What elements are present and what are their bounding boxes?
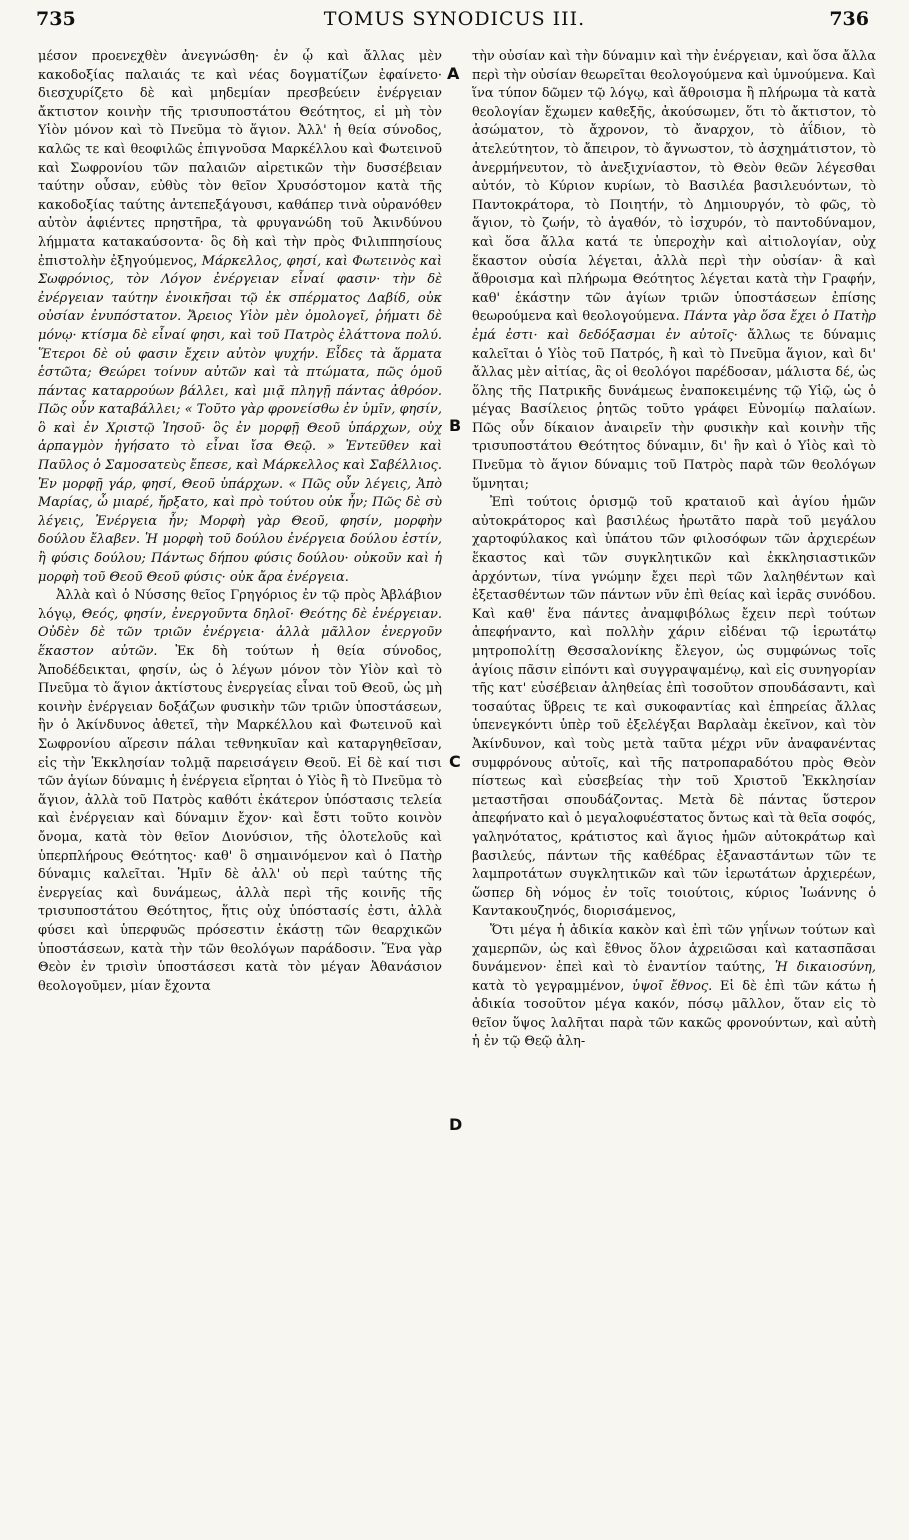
left-p2-text: Ἀλλὰ καὶ ὁ Νύσσης θεῖος Γρηγόριος ἐν τῷ πρὸς Ἀβλάβιον λόγῳ,	[38, 588, 442, 622]
left-paragraph-1	[38, 48, 442, 587]
running-title: TOMUS SYNODICUS III.	[323, 8, 586, 30]
left-p2-continuation: Ἐκ δὴ τούτων ἡ θεία σύνοδος, Ἀποδέδεικται, φησίν, ὡς ὁ λέγων μόνον τὸν Υἱὸν καὶ τὸ Πνεῦμα τὸ ἅγιον ἀκτίστους ἐνεργείας εἶναι τοῦ Θεοῦ, ὡς μὴ κοινὴν ἐνέργειαν δοξάζων φυσικὴν τῶν τριῶν ὑποστάσεων, ἣν ὁ Ἀκίνδυνος ἀθετεῖ, τὴν Μαρκέλλου καὶ Φωτεινοῦ καὶ Σωφρονίου αἵρεσιν πάλαι τεθνηκυῖαν καὶ καταργηθεῖσαν, εἰς τὴν Ἐκκλησίαν τολμᾷ παρεισάγειν Θεοῦ. Εἰ δὲ καί τισι τῶν ἁγίων δύναμις ἡ ἐνέργεια εἴρηται ὁ Υἱὸς ἢ τὸ Πνεῦμα τὸ ἅγιον, ἀλλὰ τοῦ Πατρὸς καθότι ἑκάτερον ὑπόστασις τελεία καὶ ἐνέργειαν καὶ δύναμιν ἔχον· καὶ ἔστι τοῦτο κοινὸν ὄνομα, κατὰ τὸν θεῖον Διονύσιον, τῆς ὁλοτελοῦς καὶ ὑπερπλήρους Θεότητος· καθ' ὃ σημαινόμενον καὶ ὁ Πατὴρ δύναμις καλεῖται. Ἡμῖν δὲ ἀλλ' οὐ περὶ ταύτης τῆς ἐνεργείας καὶ δυνάμεως, ἀλλὰ περὶ τῆς κοινῆς τῆς τρισυποστάτου Θεότητος, ἥτις οὐχ ὑπόστασίς ἐστι, ἀλλὰ φύσει καὶ ὑπερφυῶς πρόσεστιν ἑκάστῃ τῶν θεαρχικῶν ὑποστάσεων, κατὰ τὴν τῶν θεολόγων παράδοσιν. Ἕνα γὰρ Θεὸν ἐν τρισὶν ὑποστάσεσι κατὰ τὸν μέγαν Ἀθανάσιον θεολογοῦμεν, μίαν ἔχοντα	[38, 644, 442, 994]
right-paragraph-2: Ἐπὶ τούτοις ὁρισμῷ τοῦ κραταιοῦ καὶ ἁγίου ἡμῶν αὐτοκράτορος καὶ βασιλέως ἠρωτᾶτο παρὰ τοῦ μεγάλου χαρτοφύλακος καὶ ὑπάτου τῶν φιλοσόφων τῶν ἀρχιερέων ἕκαστος καὶ τῶν συγκλητικῶν καὶ ἐκκλησιαστικῶν ἀρχόντων, τίνα γνώμην ἔχει περὶ τῶν λαληθέντων καὶ ἐξετασθέντων τῶν πάντων νῦν ἐπὶ θείας καὶ ἱερᾶς συνόδου. Καὶ καθ' ἕνα πάντες ἀναμφιβόλως ἔχειν περὶ τούτων ἀπεφήναντο, καὶ πολλὴν χάριν εἰδέναι τῷ ἱερωτάτῳ μητροπολίτῃ Θεσσαλονίκης ἔλεγον, ὡς συμφώνως τοῖς ἁγίοις πᾶσιν εἰπόντι καὶ συγγραψαμένῳ, καὶ εἰς συνηγορίαν τῆς κατ' εὐσέβειαν ἀληθείας ἐπὶ τοσοῦτον σπουδάσαντι, καὶ τοσαύτας ὕβρεις τε καὶ συκοφαντίας καὶ ἐπηρείας ἄλλας ὑπενεγκόντι ὑπὲρ τοῦ ἐξελέγξαι Βαρλαὰμ ἐκεῖνον, καὶ τὸν Ἀκίνδυνον, καὶ τοὺς μετὰ ταῦτα μέχρι νῦν ἀναφανέντας συμφρόνους αὐτοῖς, καὶ τῆς πατροπαραδότου πρὸς Θεὸν πίστεως καὶ εὐσεβείας τὴν τοῦ Χριστοῦ Ἐκκλησίαν μεταστῆσαι σπουδάζοντας. Μετὰ δὲ πάντας ὕστερον ἀπεφήνατο καὶ ὁ μεγαλοφυέστατος ὄντως καὶ τὰ θεῖα σοφός, γαληνότατος, κράτιστος καὶ ἅγιος ἡμῶν αὐτοκράτωρ καὶ βασιλεύς, πάντων τῆς καθέδρας ἐξαναστάντων τῶν τε λαμπροτάτων συγκλητικῶν καὶ τῶν ἱερωτάτων ἀρχιερέων, ὥσπερ δὴ νόμος ἐν τοῖς τοιούτοις, κύριος Ἰωάννης ὁ Καντακουζηνός, διορισάμενος,	[472, 495, 876, 920]
page-header	[0, 0, 909, 44]
left-p2-quote: Θεός, φησίν, ἐνεργοῦντα δηλοῖ· Θεότης δὲ ἐνέργειαν. Οὐδὲν δὲ τῶν τριῶν ἐνέργεια· ἀλλὰ μᾶλλον ἐνεργοῦν ἕκαστον αὐτῶν.	[38, 606, 442, 659]
margin-letter-a: A	[447, 64, 460, 83]
left-column	[38, 48, 442, 1488]
page-number-left: 735	[36, 8, 76, 30]
left-p1-text: μέσον προενεχθὲν ἀνεγνώσθη· ἐν ᾧ καὶ ἄλλας μὲν κακοδοξίας παλαιάς τε καὶ νέας δογματίζων ἐφαίνετο· διεσχυρίζετο δὲ καὶ μηδεμίαν πρεσβεύειν ἐνέργειαν ἄκτιστον κοινὴν τῆς τρισυποστάτου Θεότητος, εἰ μὴ τὸν Υἱὸν μόνον καὶ τὸ Πνεῦμα τὸ ἅγιον. Ἀλλ' ἡ θεία σύνοδος, καλῶς τε καὶ θεοφιλῶς ἐπιγνοῦσα Μαρκέλλου καὶ Φωτεινοῦ καὶ Σωφρονίου τῶν παλαιῶν αἱρετικῶν τὴν δυσσέβειαν ταύτην οὖσαν, εὐθὺς τὸν θεῖον Χρυσόστομον κατὰ τῆς κακοδοξίας ταύτης ἀντεπεξάγουσι, καθάπερ τινὰ οὐρανόθεν αὐτὸν ἀφιέντες πρηστῆρα, τὰ φρυγανώδη τοῦ Ἀκινδύνου λήμματα κατακαύσοντα· ὃς δὴ καὶ τὴν πρὸς Φιλιππησίους ἐπιστολὴν ἐξηγούμενος,	[38, 49, 442, 269]
left-paragraph-2	[38, 587, 442, 996]
margin-letter-b: B	[449, 416, 462, 435]
left-p1-quote: Μάρκελλος, φησί, καὶ Φωτεινὸς καὶ Σωφρόνιος, τὸν Λόγον ἐνέργειαν εἶναί φασιν· τὴν δὲ ἐνέργειαν ταύτην ἐνοικῆσαι τῷ ἐκ σπέρματος Δαβίδ, οὐκ οὐσίαν ἐνυπόστατον. Ἄρειος Υἱὸν μὲν ὁμολογεῖ, ῥήματι δὲ μόνῳ· κτίσμα δὲ εἶναί φησι, καὶ τοῦ Πατρὸς ἐλάττονα πολύ. Ἕτεροι δὲ οὐ φασιν ἔχειν αὐτὸν ψυχήν. Εἶδες τὰ ἅρματα ἑστῶτα; Θεώρει τοίνυν αὐτῶν καὶ τὰ πτώματα, πῶς ὁμοῦ πάντας καταρρούων βάλλει, καὶ μιᾷ πληγῇ πάντας ἀθρόον. Πῶς οὖν καταβάλλει; « Τοῦτο γὰρ φρονείσθω ἐν ὑμῖν, φησίν, ὃ καὶ ἐν Χριστῷ Ἰησοῦ· ὃς ἐν μορφῇ Θεοῦ ὑπάρχων, οὐχ ἁρπαγμὸν ἡγήσατο τὸ εἶναι ἴσα Θεῷ. » Ἐντεῦθεν καὶ Παῦλος ὁ Σαμοσατεὺς ἔπεσε, καὶ Μάρκελλος καὶ Σαβέλλιος. Ἐν μορφῇ γάρ, φησί, Θεοῦ ὑπάρχων. « Πῶς οὖν λέγεις, Ἀπὸ Μαρίας, ὦ μιαρέ, ἤρξατο, καὶ πρὸ τούτου οὐκ ἦν; Πῶς δὲ σὺ λέγεις, Ἐνέργεια ἦν; Μορφὴ γὰρ Θεοῦ, φησίν, μορφὴν δούλου ἔλαβεν. Ἡ μορφὴ τοῦ δούλου ἐνέργεια δούλου ἐστίν, ἢ φύσις δούλου; Πάντως δήπου φύσις δούλου· οὐκοῦν καὶ ἡ μορφὴ τοῦ Θεοῦ Θεοῦ φύσις· οὐκ ἄρα ἐνέργεια.	[38, 253, 442, 585]
right-p3-text: Ὅτι μέγα ἡ ἀδικία κακὸν καὶ ἐπὶ τῶν γηΐνων τούτων καὶ χαμερπῶν, ὡς καὶ ἔθνος ὅλον ἀχρειῶσαι καὶ κατασπᾶσαι δυνάμενον· ἐπεὶ καὶ τὸ ἐναντίον ταύτης,	[472, 922, 876, 976]
right-p3-text-2: κατὰ τὸ γεγραμμένον,	[472, 978, 625, 994]
right-p1-text: τὴν οὐσίαν καὶ τὴν δύναμιν καὶ τὴν ἐνέργειαν, καὶ ὅσα ἄλλα περὶ τὴν οὐσίαν θεωρεῖται θεολογούμενα καὶ ὑμνούμενα. Καὶ ἵνα τύπον δῶμεν τῷ λόγῳ, καὶ ἄθροισμα ἢ πλήρωμα τὰ κατὰ θεολογίαν ἔχωμεν καθεξῆς, ἀκούσωμεν, ὅτι τὸ ἄκτιστον, τὸ ἀσώματον, τὸ ἄχρονον, τὸ ἄναρχον, τὸ ἀΐδιον, τὸ ἀτελεύτητον, τὸ ἄπειρον, τὸ ἄγνωστον, τὸ ἀσχημάτιστον, τὸ ἀνερμήνευτον, τὸ ἀνεξιχνίαστον, τὸ Θεὸν θεῶν λέγεσθαι αὐτόν, τὸ Κύριον κυρίων, τὸ Βασιλέα βασιλευόντων, τὸ Παντοκράτορα, τὸ Ποιητήν, τὸ Δημιουργόν, τὸ φῶς, τὸ ἅγιον, τὸ ζωήν, τὸ ἀγαθόν, τὸ ἰσχυρόν, τὸ παντοδύναμον, καὶ ὅσα ἄλλα κατά τε ὑπεροχὴν καὶ αἰτιολογίαν, οὐχ ἕκαστον οὐσία λέγεται, ἀλλὰ περὶ τὴν οὐσίαν· ἃ καὶ ἄθροισμα καὶ πλήρωμα Θεότητος λέγεται κατὰ τὴν Γραφήν, καθ' ἑκάστην τῶν ἁγίων τριῶν ὑποστάσεων ἐπίσης θεωρούμενα καὶ θεολογούμενα.	[472, 49, 876, 325]
right-p3-quote-1: Ἡ δικαιοσύνη,	[774, 960, 876, 976]
right-paragraph-1	[472, 48, 876, 494]
page-number-right: 736	[829, 8, 869, 30]
margin-letter-c: C	[449, 752, 461, 771]
right-paragraph-3	[472, 922, 876, 1052]
right-p1-continuation: ἄλλως τε δύναμις καλεῖται ὁ Υἱὸς τοῦ Πατρός, ἢ καὶ τὸ Πνεῦμα ἅγιον, καὶ δι' ἄλλας μὲν αἰτίας, ἃς οἱ θεολόγοι παρέδοσαν, μάλιστα δέ, ὡς ὅλης τῆς Πατρικῆς δυνάμεως ἐναποκειμένης τῷ Υἱῷ, ὡς ὁ μέγας Βασίλειος ῥητῶς τοῦτο γράφει Εὐνομίῳ παλαίων. Πῶς οὖν δίκαιον ἀναιρεῖν τὴν φυσικὴν καὶ κοινὴν τῆς τρισυποστάτου Θεότητος δύναμιν, δι' ἣν καὶ ὁ Υἱὸς καὶ τὸ Πνεῦμα τὸ ἅγιον δύναμις τοῦ Πατρὸς παρὰ τῶν θεολόγων ὕμνηται;	[472, 327, 876, 492]
margin-letter-d: D	[449, 1115, 463, 1134]
right-column	[472, 48, 876, 1488]
right-p3-quote-2: ὑψοῖ ἔθνος.	[632, 978, 713, 994]
right-p1-quote: Πάντα γὰρ ὅσα ἔχει ὁ Πατὴρ ἐμά ἐστι· καὶ δεδόξασμαι ἐν αὐτοῖς·	[472, 309, 876, 343]
right-p3-continuation: Εἰ δὲ ἐπὶ τῶν κάτω ἡ ἀδικία τοσοῦτον μέγα κακόν, πόσῳ μᾶλλον, ὅταν εἰς τὸ θεῖον ὕψος λαλῆται παρὰ τῶν κακῶς φρονούντων, καὶ αὐτὴ ἡ ἐν τῷ Θεῷ ἀλη-	[472, 978, 876, 1050]
